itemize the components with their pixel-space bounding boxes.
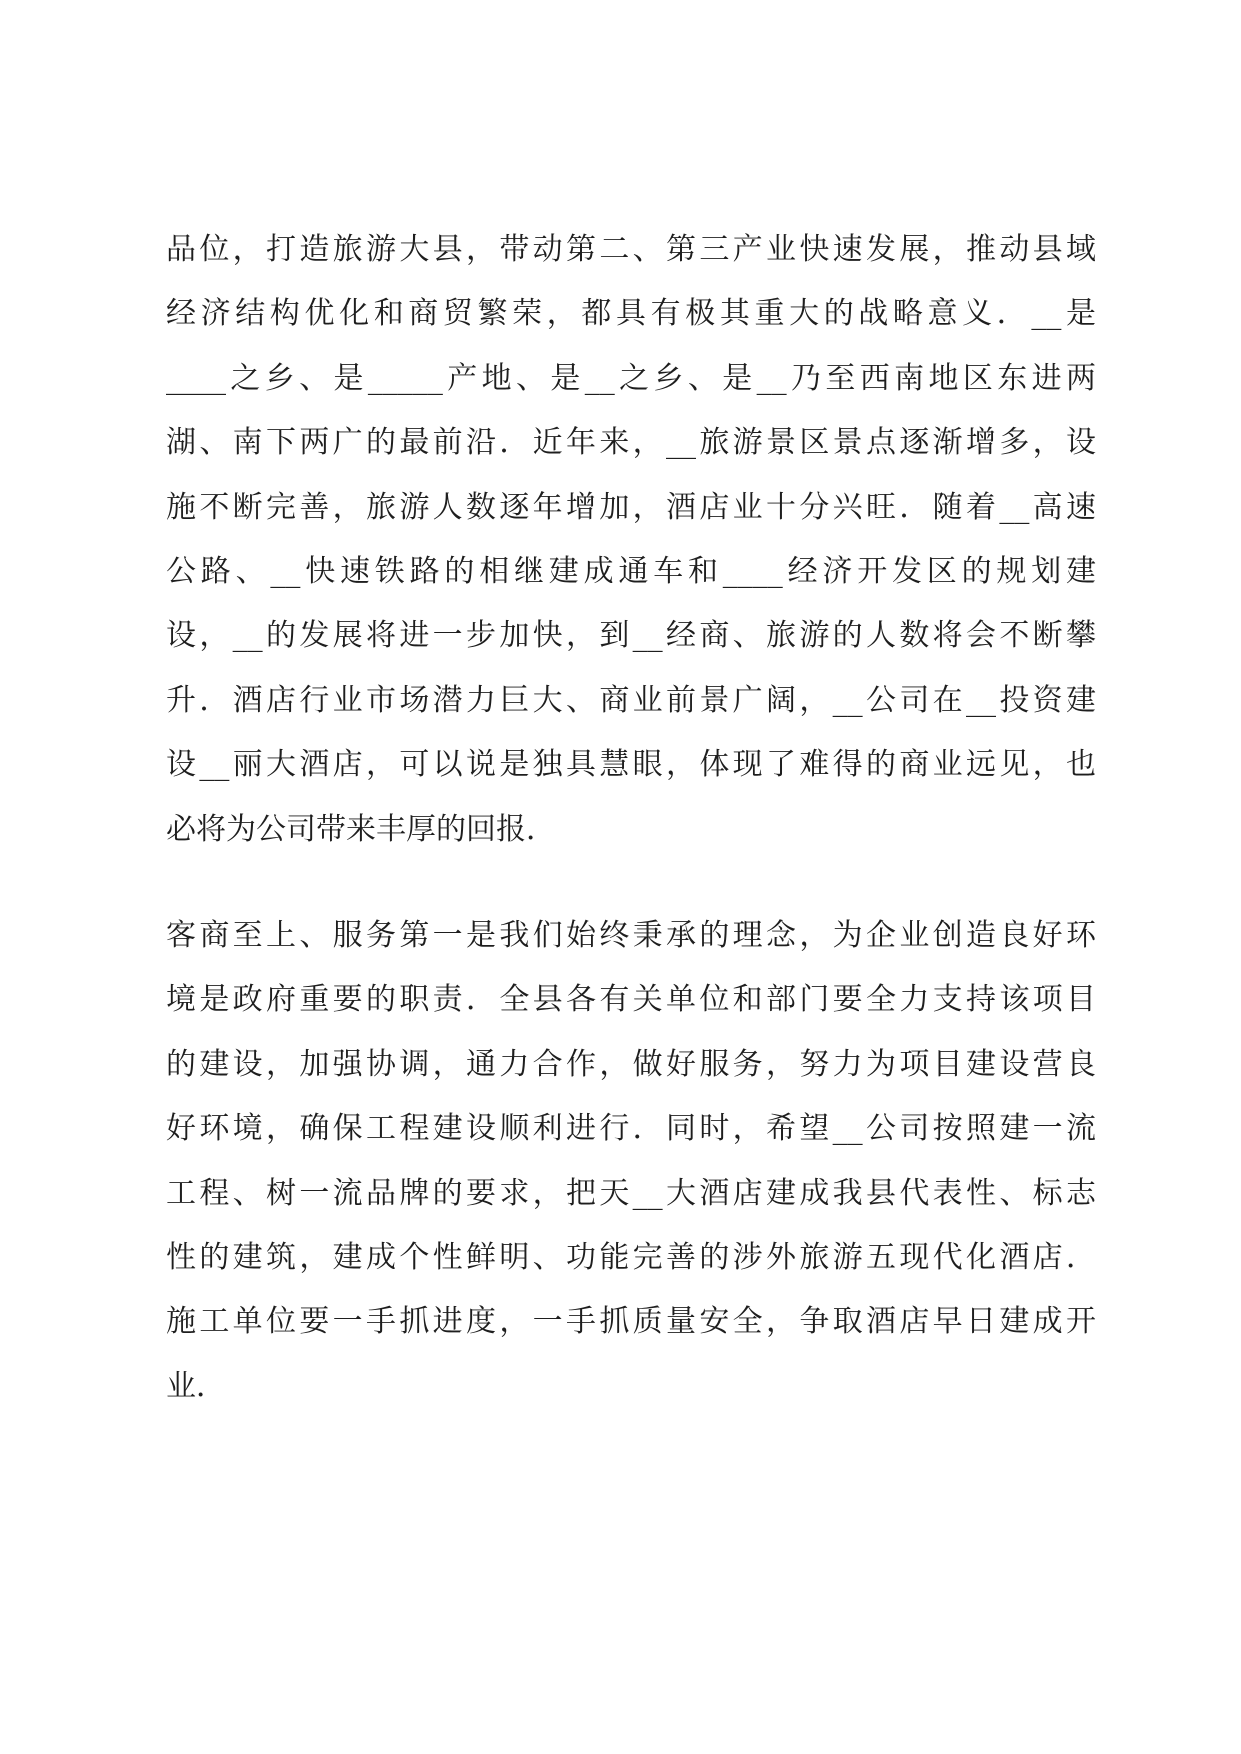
text-line: 湖、南下两广的最前沿．近年来，__旅游景区景点逐渐增多，设 xyxy=(166,425,1096,461)
text-line: 施工单位要一手抓进度，一手抓质量安全，争取酒店早日建成开 xyxy=(166,1304,1096,1340)
text-line: 设，__的发展将进一步加快，到__经商、旅游的人数将会不断攀 xyxy=(166,618,1096,654)
text-line: 公路、__快速铁路的相继建成通车和____经济开发区的规划建 xyxy=(166,553,1096,589)
text-line: 境是政府重要的职责．全县各有关单位和部门要全力支持该项目 xyxy=(166,982,1096,1018)
text-line: 客商至上、服务第一是我们始终秉承的理念，为企业创造良好环 xyxy=(166,918,1096,953)
text-line: 性的建筑，建成个性鲜明、功能完善的涉外旅游五现代化酒店． xyxy=(166,1239,1096,1275)
text-line: 的建设，加强协调，通力合作，做好服务，努力为项目建设营良 xyxy=(166,1046,1096,1082)
text-line: 业． xyxy=(166,1368,226,1404)
text-line: ____之乡、是_____产地、是__之乡、是__乃至西南地区东进两 xyxy=(166,360,1096,396)
text-line: 品位，打造旅游大县，带动第二、第三产业快速发展，推动县域 xyxy=(166,232,1096,267)
paragraph-2 xyxy=(166,904,1096,1419)
paragraph-1 xyxy=(166,218,1096,862)
text-line: 工程、树一流品牌的要求，把天__大酒店建成我县代表性、标志 xyxy=(166,1175,1096,1211)
text-line: 施不断完善，旅游人数逐年增加，酒店业十分兴旺．随着__高速 xyxy=(166,489,1096,525)
text-line: 设__丽大酒店，可以说是独具慧眼，体现了难得的商业远见，也 xyxy=(166,747,1096,783)
text-line: 经济结构优化和商贸繁荣，都具有极其重大的战略意义．__是 xyxy=(166,296,1096,332)
text-line: 好环境，确保工程建设顺利进行．同时，希望__公司按照建一流 xyxy=(166,1111,1096,1147)
text-line: 必将为公司带来丰厚的回报． xyxy=(166,811,556,847)
text-line: 升．酒店行业市场潜力巨大、商业前景广阔，__公司在__投资建 xyxy=(166,682,1096,718)
